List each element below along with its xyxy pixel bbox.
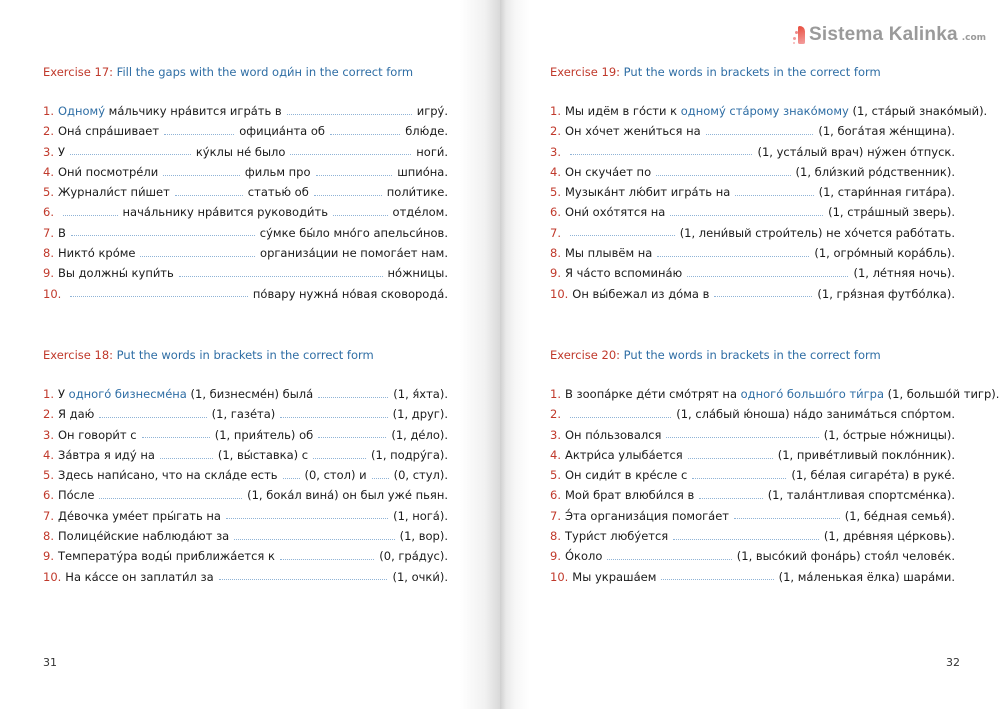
item-text: фильм про bbox=[244, 164, 311, 179]
item-text: (0, гра́дус). bbox=[379, 549, 448, 564]
blank-gap bbox=[160, 457, 213, 459]
blank-gap bbox=[670, 214, 823, 216]
item-number: 8. bbox=[43, 246, 54, 261]
item-text: Он говори́т с bbox=[57, 427, 137, 442]
item-text: (1, бе́лая сигаре́та) в руке́. bbox=[791, 468, 955, 483]
item-number: 7. bbox=[43, 508, 54, 523]
exercise-item bbox=[43, 425, 448, 445]
exercise-item bbox=[550, 182, 955, 202]
exercise-item bbox=[43, 263, 448, 283]
item-text: организа́ции не помога́ет нам. bbox=[260, 246, 448, 261]
item-text: (1, я́хта). bbox=[393, 387, 448, 401]
item-number: 6. bbox=[43, 488, 54, 503]
exercise-title bbox=[550, 64, 955, 80]
item-text: (1, газе́та) bbox=[211, 407, 276, 422]
logo-text: Sistema Kalinka bbox=[809, 24, 958, 45]
item-number: 5. bbox=[550, 185, 561, 200]
blank-gap bbox=[666, 436, 818, 438]
exercise-instruction: Put the words in brackets in the correct form bbox=[113, 348, 374, 362]
item-text: Тури́ст любу́ется bbox=[564, 529, 669, 544]
item-number: 1. bbox=[550, 104, 561, 118]
blank-gap bbox=[673, 538, 819, 540]
exercise-item bbox=[43, 404, 448, 424]
blank-gap bbox=[661, 578, 773, 580]
blank-gap bbox=[570, 234, 675, 236]
item-text: (1, де́ло). bbox=[391, 427, 449, 442]
item-text: (1, огро́мный кора́бль). bbox=[814, 246, 955, 261]
blank-gap bbox=[313, 457, 366, 459]
item-text: За́втра я иду́ на bbox=[57, 447, 155, 462]
item-number: 2. bbox=[550, 407, 561, 422]
exercise-item bbox=[43, 445, 448, 465]
exercise-item bbox=[43, 142, 448, 162]
blank-gap bbox=[219, 578, 388, 580]
blank-gap bbox=[290, 153, 411, 155]
item-text: (1, бе́дная семья́). bbox=[844, 508, 955, 523]
item-text: (1, большо́й тигр). bbox=[884, 387, 1000, 401]
blank-gap bbox=[318, 436, 386, 438]
item-text: Вы должны́ купи́ть bbox=[57, 266, 174, 281]
exercise-title bbox=[43, 64, 448, 80]
blank-gap bbox=[71, 234, 255, 236]
exercise-20 bbox=[550, 347, 1000, 587]
item-number: 9. bbox=[43, 549, 54, 564]
blank-gap bbox=[570, 416, 671, 418]
page-number-right: 32 bbox=[946, 656, 960, 669]
exercise-items bbox=[550, 101, 988, 304]
item-number: 3. bbox=[550, 144, 561, 159]
item-number: 4. bbox=[550, 164, 561, 179]
item-number: 10. bbox=[550, 286, 569, 301]
exercise-item bbox=[550, 567, 955, 587]
item-text: Они́ посмотре́ли bbox=[57, 164, 159, 179]
blank-gap bbox=[99, 497, 242, 499]
exercise-items bbox=[43, 384, 448, 587]
exercise-17 bbox=[43, 64, 448, 304]
exercise-item bbox=[43, 284, 448, 304]
item-number: 8. bbox=[550, 529, 561, 544]
exercise-item bbox=[43, 101, 448, 121]
exercise-instruction: Put the words in brackets in the correct form bbox=[620, 65, 881, 79]
exercise-item bbox=[550, 101, 988, 121]
exercise-18 bbox=[43, 347, 448, 587]
blank-gap bbox=[287, 113, 412, 115]
item-number: 4. bbox=[550, 447, 561, 462]
exercise-item bbox=[550, 243, 955, 263]
exercise-item bbox=[43, 223, 448, 243]
blank-gap bbox=[63, 214, 118, 216]
item-number: 7. bbox=[43, 225, 54, 240]
item-text: Музыка́нт лю́бит игра́ть на bbox=[564, 185, 731, 200]
exercise-item bbox=[550, 384, 1000, 404]
item-text: У bbox=[57, 387, 69, 401]
item-text: ма́льчику нра́вится игра́ть в bbox=[105, 104, 282, 118]
item-text: Никто́ кро́ме bbox=[57, 246, 136, 261]
page-number-left: 31 bbox=[43, 656, 57, 669]
item-text: (1, лени́вый строи́тель) не хо́чется рабо́тать. bbox=[679, 225, 955, 240]
exercise-title bbox=[43, 347, 448, 363]
item-text: игру́. bbox=[416, 104, 448, 118]
item-text: (1, нога́). bbox=[393, 508, 448, 523]
item-text: блю́де. bbox=[405, 124, 449, 139]
item-text: (1, ста́рый знако́мый). bbox=[848, 104, 988, 118]
item-text: (1, приве́тливый покло́нник). bbox=[777, 447, 955, 462]
item-number: 3. bbox=[550, 427, 561, 442]
item-number: 5. bbox=[43, 185, 54, 200]
exercise-item bbox=[43, 485, 448, 505]
exercise-item bbox=[43, 243, 448, 263]
exercise-label: Exercise 19: bbox=[550, 65, 621, 79]
sistema-kalinka-logo bbox=[792, 24, 986, 46]
exercise-item bbox=[43, 162, 448, 182]
item-text: (1, очки́). bbox=[392, 569, 448, 584]
blank-gap bbox=[330, 133, 400, 135]
item-number: 10. bbox=[550, 569, 569, 584]
exercise-item bbox=[550, 202, 955, 222]
item-number: 7. bbox=[550, 225, 561, 240]
exercise-item bbox=[43, 202, 448, 222]
example-answer: одного́ бизнесме́на bbox=[68, 387, 187, 401]
item-text: Он хо́чет жени́ться на bbox=[564, 124, 701, 139]
exercise-item bbox=[550, 162, 955, 182]
item-number: 3. bbox=[43, 427, 54, 442]
item-text: (1, уста́лый врач) ну́жен о́тпуск. bbox=[757, 144, 955, 159]
blank-gap bbox=[734, 517, 840, 519]
item-text: В bbox=[57, 225, 66, 240]
item-text: но́жницы. bbox=[387, 266, 448, 281]
item-text: статью́ об bbox=[247, 185, 309, 200]
item-text: Я даю́ bbox=[57, 407, 95, 422]
item-number: 1. bbox=[43, 387, 54, 401]
blank-gap bbox=[657, 255, 809, 257]
item-text: В зоопа́рке де́ти смо́трят на bbox=[564, 387, 741, 401]
exercise-label: Exercise 18: bbox=[43, 348, 114, 362]
exercise-title bbox=[550, 347, 955, 363]
exercise-label: Exercise 17: bbox=[43, 65, 114, 79]
item-text: Температу́ра воды́ приближа́ется к bbox=[57, 549, 275, 564]
blank-gap bbox=[234, 538, 394, 540]
item-number: 2. bbox=[43, 124, 54, 139]
item-text: Де́вочка уме́ет пры́гать на bbox=[57, 508, 221, 523]
blank-gap bbox=[142, 436, 210, 438]
blank-gap bbox=[314, 194, 382, 196]
exercise-item bbox=[550, 546, 955, 566]
item-text: (1, бизнесме́н) была́ bbox=[186, 387, 314, 401]
blank-gap bbox=[735, 194, 813, 196]
item-number: 9. bbox=[43, 266, 54, 281]
blank-gap bbox=[699, 497, 762, 499]
exercise-item bbox=[550, 404, 955, 424]
item-text: Они́ охо́тятся на bbox=[564, 205, 666, 220]
item-number: 9. bbox=[550, 266, 561, 281]
item-text: Мы идём в го́сти к bbox=[564, 104, 681, 118]
item-text: су́мке бы́ло мно́го апельси́нов. bbox=[259, 225, 448, 240]
item-text: ку́клы не́ было bbox=[195, 144, 286, 159]
exercise-item bbox=[43, 526, 448, 546]
item-number: 6. bbox=[550, 488, 561, 503]
exercise-item bbox=[550, 465, 955, 485]
item-text: (1, высо́кий фона́рь) стоя́л челове́к. bbox=[736, 549, 955, 564]
blank-gap bbox=[70, 153, 191, 155]
logo-mark-icon bbox=[792, 25, 806, 45]
item-text: (1, вы́ставка) с bbox=[217, 447, 309, 462]
blank-gap bbox=[714, 295, 812, 297]
item-number: 1. bbox=[43, 104, 54, 118]
item-text: Мы украша́ем bbox=[572, 569, 657, 584]
page-right bbox=[500, 0, 1000, 709]
item-number: 10. bbox=[43, 286, 62, 301]
item-text: (1, бога́тая же́нщина). bbox=[818, 124, 955, 139]
exercise-item bbox=[550, 506, 955, 526]
item-text: Он по́льзовался bbox=[564, 427, 662, 442]
blank-gap bbox=[607, 558, 731, 560]
exercise-item bbox=[550, 526, 955, 546]
item-text: Мой брат влюби́лся в bbox=[564, 488, 695, 503]
blank-gap bbox=[280, 558, 374, 560]
exercise-item bbox=[43, 121, 448, 141]
item-text: Здесь напи́сано, что на скла́де есть bbox=[57, 468, 278, 483]
item-text: Э́та организа́ция помога́ет bbox=[564, 508, 729, 523]
item-text: шпио́на. bbox=[397, 164, 449, 179]
blank-gap bbox=[318, 396, 388, 398]
item-text: Я ча́сто вспомина́ю bbox=[564, 266, 683, 281]
exercise-item bbox=[550, 445, 955, 465]
item-text: (0, стул). bbox=[393, 468, 449, 483]
blank-gap bbox=[140, 255, 255, 257]
item-number: 2. bbox=[43, 407, 54, 422]
item-number: 1. bbox=[550, 387, 561, 401]
item-number: 5. bbox=[550, 468, 561, 483]
item-text: (1, бока́л вина́) он был уже́ пьян. bbox=[247, 488, 448, 503]
item-number: 8. bbox=[43, 529, 54, 544]
example-answer: Одному́ bbox=[57, 104, 106, 118]
blank-gap bbox=[692, 477, 786, 479]
item-text: нача́льнику нра́вится руководи́ть bbox=[122, 205, 328, 220]
item-number: 4. bbox=[43, 447, 54, 462]
logo-suffix: .com bbox=[961, 33, 987, 43]
blank-gap bbox=[316, 174, 393, 176]
blank-gap bbox=[226, 517, 388, 519]
exercise-item bbox=[550, 121, 955, 141]
item-number: 3. bbox=[43, 144, 54, 159]
item-number: 10. bbox=[43, 569, 62, 584]
item-text: На ка́ссе он заплати́л за bbox=[65, 569, 214, 584]
item-text: Журнали́ст пи́шет bbox=[57, 185, 170, 200]
exercise-item bbox=[550, 142, 955, 162]
item-text: ноги́. bbox=[416, 144, 449, 159]
blank-gap bbox=[175, 194, 243, 196]
blank-gap bbox=[164, 133, 234, 135]
blank-gap bbox=[283, 477, 300, 479]
exercise-item bbox=[550, 223, 955, 243]
item-text: Он сиди́т в кре́сле с bbox=[564, 468, 688, 483]
exercise-item bbox=[550, 485, 955, 505]
exercise-item bbox=[43, 465, 448, 485]
item-text: отде́лом. bbox=[392, 205, 449, 220]
item-text: (1, ле́тняя ночь). bbox=[853, 266, 955, 281]
blank-gap bbox=[372, 477, 389, 479]
exercise-item bbox=[550, 263, 955, 283]
item-text: Полице́йские наблюда́ют за bbox=[57, 529, 230, 544]
item-text: (1, вор). bbox=[399, 529, 448, 544]
example-answer: одному́ ста́рому знако́мому bbox=[680, 104, 849, 118]
item-text: (1, стари́нная гита́ра). bbox=[818, 185, 955, 200]
blank-gap bbox=[656, 174, 790, 176]
blank-gap bbox=[706, 133, 814, 135]
item-text: (1, сла́бый ю́ноша) на́до занима́ться спо́ртом. bbox=[676, 407, 955, 422]
item-text: (1, друг). bbox=[392, 407, 448, 422]
blank-gap bbox=[280, 416, 387, 418]
blank-gap bbox=[687, 275, 848, 277]
exercise-item bbox=[43, 182, 448, 202]
item-text: (1, гря́зная футбо́лка). bbox=[817, 286, 955, 301]
item-number: 9. bbox=[550, 549, 561, 564]
item-text: (0, стол) и bbox=[304, 468, 367, 483]
blank-gap bbox=[179, 275, 383, 277]
item-number: 4. bbox=[43, 164, 54, 179]
exercise-item bbox=[43, 506, 448, 526]
item-number: 6. bbox=[550, 205, 561, 220]
blank-gap bbox=[333, 214, 388, 216]
exercise-instruction: Fill the gaps with the word оди́н in the correct form bbox=[113, 65, 414, 79]
item-text: Он вы́бежал из до́ма в bbox=[572, 286, 710, 301]
item-text: (1, дре́вняя це́рковь). bbox=[823, 529, 955, 544]
item-number: 8. bbox=[550, 246, 561, 261]
blank-gap bbox=[570, 153, 752, 155]
example-answer: одного́ большо́го ти́гра bbox=[740, 387, 885, 401]
item-number: 5. bbox=[43, 468, 54, 483]
item-text: Актри́са улыба́ется bbox=[564, 447, 683, 462]
item-text: У bbox=[57, 144, 65, 159]
exercise-items bbox=[550, 384, 1000, 587]
item-text: (1, тала́нтливая спортсме́нка). bbox=[767, 488, 955, 503]
exercise-items bbox=[43, 101, 448, 304]
item-text: (1, ма́ленькая ёлка) шара́ми. bbox=[778, 569, 955, 584]
item-text: Мы плывём на bbox=[564, 246, 653, 261]
exercise-instruction: Put the words in brackets in the correct form bbox=[620, 348, 881, 362]
item-number: 7. bbox=[550, 508, 561, 523]
item-number: 2. bbox=[550, 124, 561, 139]
exercise-item bbox=[43, 546, 448, 566]
item-text: (1, прия́тель) об bbox=[214, 427, 314, 442]
item-text: (1, о́стрые но́жницы). bbox=[823, 427, 955, 442]
blank-gap bbox=[163, 174, 240, 176]
item-number: 6. bbox=[43, 205, 54, 220]
item-text: Она́ спра́шивает bbox=[57, 124, 160, 139]
exercise-item bbox=[43, 384, 448, 404]
item-text: официа́нта об bbox=[239, 124, 325, 139]
blank-gap bbox=[70, 295, 248, 297]
blank-gap bbox=[99, 416, 206, 418]
item-text: (1, бли́зкий ро́дственник). bbox=[795, 164, 955, 179]
item-text: (1, подру́га). bbox=[371, 447, 449, 462]
item-text: (1, стра́шный зверь). bbox=[828, 205, 955, 220]
exercise-label: Exercise 20: bbox=[550, 348, 621, 362]
blank-gap bbox=[688, 457, 773, 459]
item-text: О́коло bbox=[564, 549, 603, 564]
exercise-item bbox=[550, 284, 955, 304]
item-text: по́вару нужна́ но́вая сковорода́. bbox=[252, 286, 448, 301]
exercise-19 bbox=[550, 64, 988, 304]
item-text: поли́тике. bbox=[386, 185, 448, 200]
item-text: Он скуча́ет по bbox=[564, 164, 652, 179]
item-text: По́сле bbox=[57, 488, 95, 503]
exercise-item bbox=[550, 425, 955, 445]
exercise-item bbox=[43, 567, 448, 587]
